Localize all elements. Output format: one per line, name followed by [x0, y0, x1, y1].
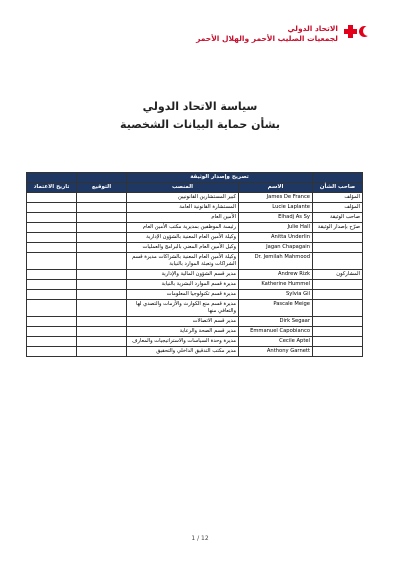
date-cell	[27, 243, 77, 253]
date-cell	[27, 223, 77, 233]
table-row	[27, 290, 363, 300]
header-spacer-mid	[77, 173, 127, 183]
name-cell: Anthony Garnett	[239, 347, 313, 357]
stakeholder-cell: صاحب الوثيقة	[313, 213, 363, 223]
name-cell: Dr. Jemilah Mahmood	[239, 253, 313, 270]
col-position: المنصب	[127, 183, 239, 193]
table-row	[27, 213, 363, 223]
signature-cell	[77, 327, 127, 337]
ifrc-logo	[196, 24, 370, 44]
table-row	[27, 337, 363, 347]
position-cell: وكيلة الأمين العام المعنية بالشؤون الإدارية	[127, 233, 239, 243]
position-cell: مديرة قسم الموارد البشرية بالنيابة	[127, 280, 239, 290]
col-date: تاريخ الاعتماد	[27, 183, 77, 193]
name-cell: Anitta Underlin	[239, 233, 313, 243]
date-cell	[27, 280, 77, 290]
stakeholder-cell	[313, 327, 363, 337]
authorization-table	[26, 172, 363, 357]
signature-cell	[77, 300, 127, 317]
stakeholder-cell: المؤلف	[313, 203, 363, 213]
signature-cell	[77, 317, 127, 327]
stakeholder-cell	[313, 300, 363, 317]
red-crescent-icon	[359, 25, 370, 38]
signature-cell	[77, 243, 127, 253]
name-cell: Emmanuel Capobianco	[239, 327, 313, 337]
name-cell: Katherine Hummel	[239, 280, 313, 290]
signature-cell	[77, 270, 127, 280]
position-cell: الأمين العام	[127, 213, 239, 223]
date-cell	[27, 317, 77, 327]
page-number: 1 / 12	[191, 535, 209, 542]
signature-cell	[77, 203, 127, 213]
signature-cell	[77, 213, 127, 223]
name-cell: Sylvia Gil	[239, 290, 313, 300]
table-row	[27, 347, 363, 357]
position-cell: وكيلة الأمين العام المعنية بالشراكات مديرة قسم الشراكات وتعبئة الموارد بالنيابة	[127, 253, 239, 270]
position-cell: كبير المستشارين القانونيين	[127, 193, 239, 203]
name-cell: Julie Hall	[239, 223, 313, 233]
signature-cell	[77, 347, 127, 357]
emblems	[344, 25, 370, 38]
name-cell: Lucie Laplante	[239, 203, 313, 213]
position-cell: مدير قسم الصحة والرعاية	[127, 327, 239, 337]
org-name-line2: لجمعيات الصليب الأحمر والهلال الأحمر	[196, 34, 338, 43]
col-signature: التوقيع	[77, 183, 127, 193]
stakeholder-cell: المؤلف	[313, 193, 363, 203]
name-cell: Andrew Rizk	[239, 270, 313, 280]
date-cell	[27, 290, 77, 300]
org-name-line1: الاتحاد الدولي	[287, 24, 338, 33]
red-cross-icon	[344, 25, 357, 38]
table-row	[27, 203, 363, 213]
table-row	[27, 253, 363, 270]
date-cell	[27, 300, 77, 317]
stakeholder-cell	[313, 347, 363, 357]
header-spacer-right	[313, 173, 363, 183]
date-cell	[27, 347, 77, 357]
signature-cell	[77, 233, 127, 243]
document-subtitle: بشأن حماية البيانات الشخصية	[120, 118, 280, 131]
position-cell: مدير مكتب التدقيق الداخلي والتحقيق	[127, 347, 239, 357]
position-cell: وكيل الأمين العام المعني بالبرامج والعمليات	[127, 243, 239, 253]
name-cell: Cecile Aptel	[239, 337, 313, 347]
signature-cell	[77, 280, 127, 290]
position-cell: مدير قسم الاتصالات	[127, 317, 239, 327]
date-cell	[27, 193, 77, 203]
col-stakeholder: صاحب الشأن	[313, 183, 363, 193]
signature-cell	[77, 337, 127, 347]
name-cell: Jagan Chapagain	[239, 243, 313, 253]
table-row	[27, 243, 363, 253]
name-cell: Pascale Meige	[239, 300, 313, 317]
document-title: سياسة الاتحاد الدولي	[142, 100, 258, 113]
stakeholder-cell: صرّح بإصدار الوثيقة	[313, 223, 363, 233]
stakeholder-cell	[313, 243, 363, 253]
signature-cell	[77, 193, 127, 203]
position-cell: رئيسة الموظفين بمديرية مكتب الأمين العام	[127, 223, 239, 233]
name-cell: James De France	[239, 193, 313, 203]
date-cell	[27, 327, 77, 337]
table-row	[27, 317, 363, 327]
position-cell: مدير قسم الشؤون المالية والإدارية	[127, 270, 239, 280]
table-row	[27, 223, 363, 233]
date-cell	[27, 213, 77, 223]
org-name	[196, 24, 338, 44]
stakeholder-cell	[313, 280, 363, 290]
signature-cell	[77, 223, 127, 233]
header-spacer-left	[27, 173, 77, 183]
signature-cell	[77, 290, 127, 300]
group-header: تصريح وإصدار الوثيقة	[127, 173, 313, 183]
date-cell	[27, 337, 77, 347]
table-row	[27, 233, 363, 243]
signature-cell	[77, 253, 127, 270]
date-cell	[27, 233, 77, 243]
stakeholder-cell: المشاركون	[313, 270, 363, 280]
name-cell: Elhadj As Sy	[239, 213, 313, 223]
position-cell: مديرة قسم منع الكوارث والأزمات والتصدي لها والتعافي منها	[127, 300, 239, 317]
table-row	[27, 270, 363, 280]
stakeholder-cell	[313, 290, 363, 300]
stakeholder-cell	[313, 233, 363, 243]
date-cell	[27, 253, 77, 270]
position-cell: المستشارة القانونية العامة	[127, 203, 239, 213]
table-row	[27, 193, 363, 203]
col-name: الاسم	[239, 183, 313, 193]
date-cell	[27, 203, 77, 213]
stakeholder-cell	[313, 317, 363, 327]
position-cell: مديرة قسم تكنولوجيا المعلومات	[127, 290, 239, 300]
table-row	[27, 280, 363, 290]
date-cell	[27, 270, 77, 280]
stakeholder-cell	[313, 337, 363, 347]
table-row	[27, 300, 363, 317]
stakeholder-cell	[313, 253, 363, 270]
table-row	[27, 327, 363, 337]
position-cell: مديرة وحدة السياسات والاستراتيجيات والمعارف	[127, 337, 239, 347]
name-cell: Dirk Segaar	[239, 317, 313, 327]
